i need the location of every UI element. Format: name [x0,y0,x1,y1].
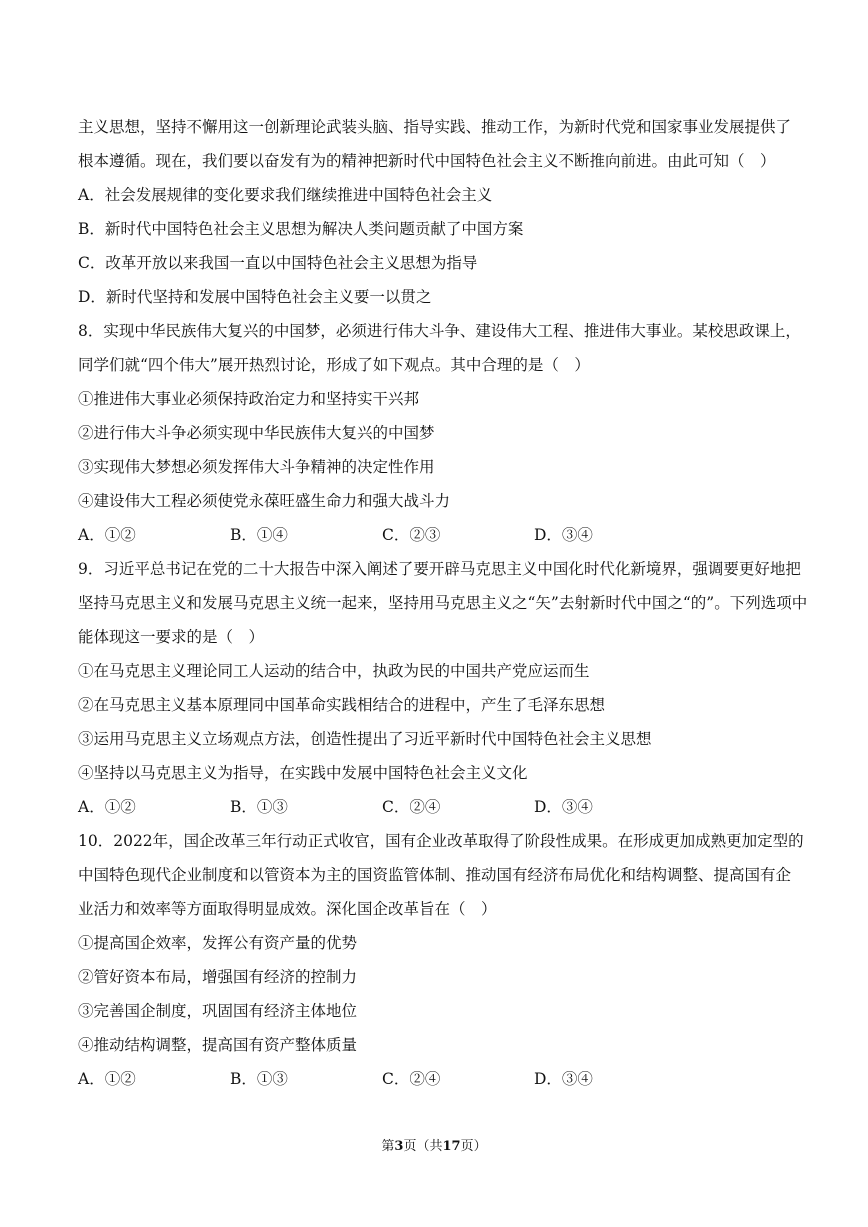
footer-prefix: 第 [381,1139,395,1154]
q9-choice-b: B．①③ [230,798,288,816]
q8-choice-a: A．①② [78,526,136,544]
q9-item-4: ④坚持以马克思主义为指导，在实践中发展中国特色社会主义文化 [78,764,528,782]
q8-item-3: ③实现伟大梦想必须发挥伟大斗争精神的决定性作用 [78,458,435,476]
q10-item-3: ③完善国企制度，巩固国有经济主体地位 [78,1002,358,1020]
q8-item-2: ②进行伟大斗争必须实现中华民族伟大复兴的中国梦 [78,424,435,442]
q9-item-3: ③运用马克思主义立场观点方法，创造性提出了习近平新时代中国特色社会主义思想 [78,730,652,748]
q8-choices [78,525,798,545]
q9-stem-line-2: 坚持马克思主义和发展马克思主义统一起来，坚持用马克思主义之“矢”去射新时代中国之“的”。下列选项中 [78,594,808,612]
q8-choice-d: D．③④ [534,526,593,544]
q10-stem-line-3: 业活力和效率等方面取得明显成效。深化国企改革旨在（ ） [78,900,497,918]
q7-option-d: D．新时代坚持和发展中国特色社会主义要一以贯之 [78,288,432,306]
q9-choice-a: A．①② [78,798,136,816]
q10-choice-d: D．③④ [534,1070,593,1088]
page-footer [0,1138,868,1156]
footer-page-number: 3 [394,1139,404,1154]
q10-item-4: ④推动结构调整，提高国有资产整体质量 [78,1036,358,1054]
q9-choices [78,797,798,817]
q10-choices [78,1069,798,1089]
q10-item-1: ①提高国企效率，发挥公有资产量的优势 [78,934,358,952]
q10-stem-line-2: 中国特色现代企业制度和以管资本为主的国资监管体制、推动国有经济布局优化和结构调整、提高国有企 [78,866,792,884]
q10-choice-a: A．①② [78,1070,136,1088]
q10-choice-b: B．①③ [230,1070,288,1088]
q8-item-1: ①推进伟大事业必须保持政治定力和坚持实干兴邦 [78,390,420,408]
q10-choice-c: C．②④ [382,1070,441,1088]
footer-total-pages: 17 [442,1139,461,1154]
q7-stem-line-2: 根本遵循。现在，我们要以奋发有为的精神把新时代中国特色社会主义不断推向前进。由此可知（ ） [78,152,776,170]
q9-item-1: ①在马克思主义理论同工人运动的结合中，执政为民的中国共产党应运而生 [78,662,590,680]
q9-stem-line-3: 能体现这一要求的是（ ） [78,628,265,646]
q10-stem-line-1: 10．2022年，国企改革三年行动正式收官，国有企业改革取得了阶段性成果。在形成更加成熟更加定型的 [78,832,804,850]
q9-choice-c: C．②④ [382,798,441,816]
q8-choice-b: B．①④ [230,526,288,544]
q9-item-2: ②在马克思主义基本原理同中国革命实践相结合的进程中，产生了毛泽东思想 [78,696,606,714]
q7-option-c: C．改革开放以来我国一直以中国特色社会主义思想为指导 [78,254,478,272]
q7-option-a: A．社会发展规律的变化要求我们继续推进中国特色社会主义 [78,186,493,204]
q7-option-b: B．新时代中国特色社会主义思想为解决人类问题贡献了中国方案 [78,220,524,238]
q7-stem-line-1: 主义思想，坚持不懈用这一创新理论武装头脑、指导实践、推动工作，为新时代党和国家事业发展提供了 [78,118,792,136]
q8-item-4: ④建设伟大工程必须使党永葆旺盛生命力和强大战斗力 [78,492,451,510]
footer-middle: 页（共 [403,1139,443,1154]
q8-stem-line-2: 同学们就“四个伟大”展开热烈讨论，形成了如下观点。其中合理的是（ ） [78,356,590,374]
q9-stem-line-1: 9．习近平总书记在党的二十大报告中深入阐述了要开辟马克思主义中国化时代化新境界，强调要更好地把 [78,560,801,578]
footer-suffix: 页） [460,1139,487,1154]
q8-stem-line-1: 8．实现中华民族伟大复兴的中国梦，必须进行伟大斗争、建设伟大工程、推进伟大事业。某校思政课上， [78,322,801,340]
q9-choice-d: D．③④ [534,798,593,816]
q10-item-2: ②管好资本布局，增强国有经济的控制力 [78,968,358,986]
q8-choice-c: C．②③ [382,526,441,544]
